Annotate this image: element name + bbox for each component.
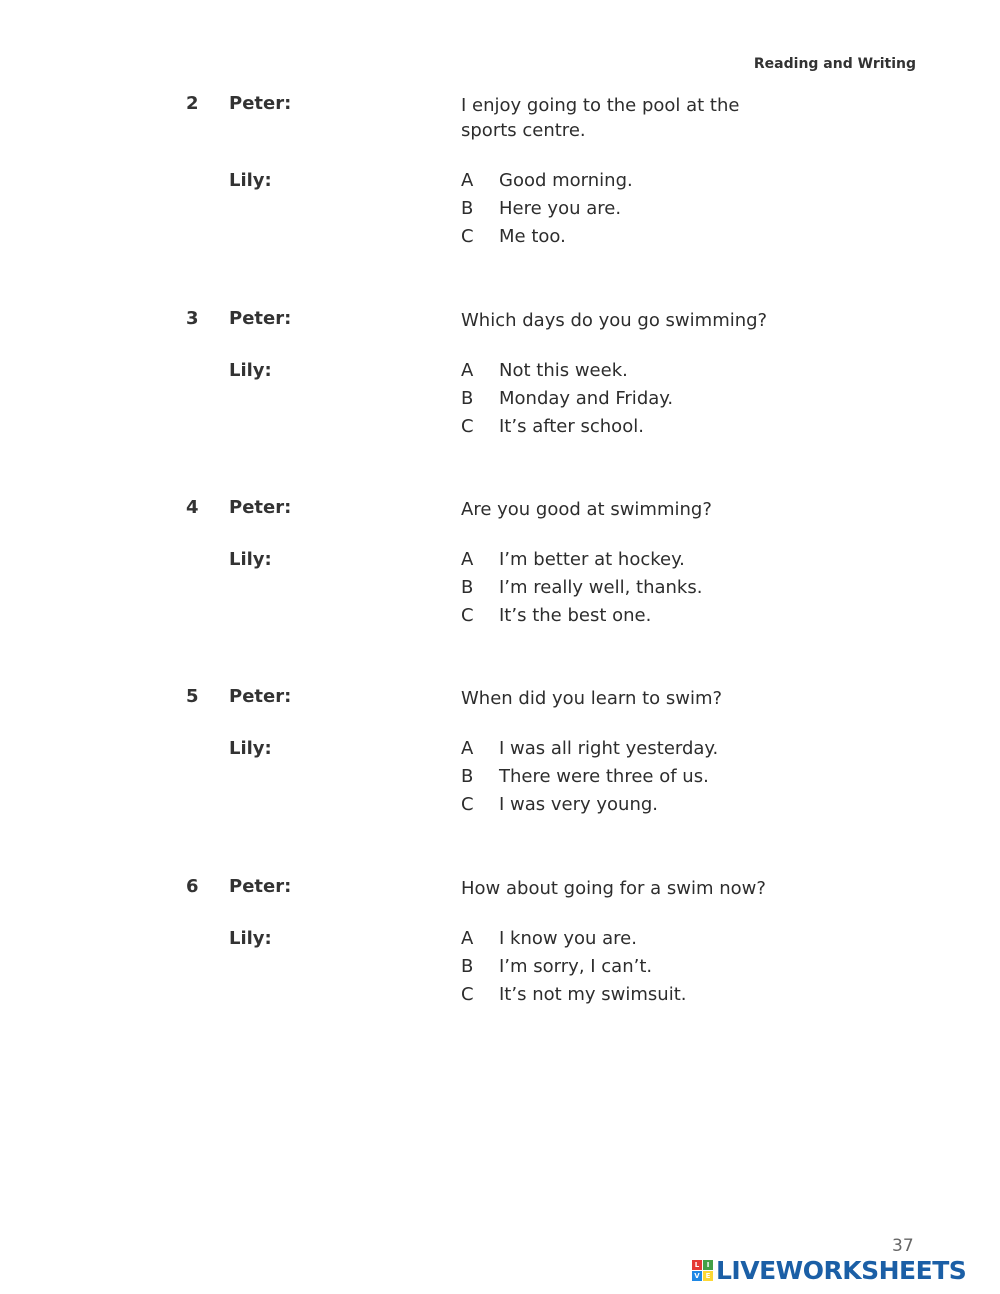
answer-options: [461, 925, 687, 1009]
option-letter: C: [461, 794, 474, 815]
option-letter: A: [461, 360, 474, 381]
logo-letter: V: [692, 1271, 702, 1281]
option-text: I know you are.: [499, 928, 637, 949]
speaker-peter: Peter:: [229, 876, 292, 897]
answer-option[interactable]: [461, 981, 687, 1009]
peter-prompt: Are you good at swimming?: [461, 499, 712, 520]
question-number: 6: [186, 876, 199, 897]
liveworksheets-brand[interactable]: [692, 1255, 966, 1285]
answer-options: [461, 546, 702, 630]
logo-letter: E: [703, 1271, 713, 1281]
answer-option[interactable]: [461, 574, 702, 602]
answer-options: [461, 357, 673, 441]
question-number: 2: [186, 93, 199, 114]
question-number: 4: [186, 497, 199, 518]
answer-options: [461, 735, 718, 819]
question-number: 5: [186, 686, 199, 707]
question-number: 3: [186, 308, 199, 329]
option-text: Not this week.: [499, 360, 628, 381]
answer-option[interactable]: [461, 223, 633, 251]
answer-option[interactable]: [461, 925, 687, 953]
option-text: Me too.: [499, 226, 566, 247]
option-letter: A: [461, 549, 474, 570]
peter-prompt: When did you learn to swim?: [461, 688, 723, 709]
question-block: [0, 497, 1000, 667]
option-letter: B: [461, 766, 474, 787]
answer-option[interactable]: [461, 791, 718, 819]
option-text: I’m better at hockey.: [499, 549, 685, 570]
option-letter: B: [461, 956, 474, 977]
answer-option[interactable]: [461, 167, 633, 195]
brand-name: LIVEWORKSHEETS: [716, 1255, 967, 1285]
option-letter: A: [461, 170, 474, 191]
option-letter: C: [461, 605, 474, 626]
option-text: It’s after school.: [499, 416, 644, 437]
question-block: [0, 93, 1000, 263]
option-text: I’m sorry, I can’t.: [499, 956, 653, 977]
speaker-peter: Peter:: [229, 93, 292, 114]
speaker-lily: Lily:: [229, 549, 272, 570]
peter-prompt: Which days do you go swimming?: [461, 310, 768, 331]
question-block: [0, 686, 1000, 856]
page-number: 37: [892, 1236, 914, 1256]
question-block: [0, 876, 1000, 1046]
option-letter: A: [461, 928, 474, 949]
answer-option[interactable]: [461, 195, 633, 223]
answer-option[interactable]: [461, 357, 673, 385]
speaker-peter: Peter:: [229, 308, 292, 329]
answer-option[interactable]: [461, 413, 673, 441]
logo-letter: I: [703, 1260, 713, 1270]
speaker-lily: Lily:: [229, 170, 272, 191]
answer-option[interactable]: [461, 602, 702, 630]
answer-option[interactable]: [461, 735, 718, 763]
answer-option[interactable]: [461, 546, 702, 574]
peter-prompt: How about going for a swim now?: [461, 878, 766, 899]
option-text: It’s not my swimsuit.: [499, 984, 687, 1005]
question-block: [0, 308, 1000, 478]
option-letter: C: [461, 984, 474, 1005]
answer-options: [461, 167, 633, 251]
option-text: Monday and Friday.: [499, 388, 674, 409]
speaker-lily: Lily:: [229, 928, 272, 949]
speaker-lily: Lily:: [229, 738, 272, 759]
answer-option[interactable]: [461, 763, 718, 791]
peter-prompt: I enjoy going to the pool at the sports centre.: [461, 95, 740, 141]
liveworksheets-logo-icon: [692, 1260, 713, 1281]
speaker-peter: Peter:: [229, 497, 292, 518]
option-letter: A: [461, 738, 474, 759]
option-text: I was all right yesterday.: [499, 738, 719, 759]
option-text: Good morning.: [499, 170, 633, 191]
logo-letter: L: [692, 1260, 702, 1270]
option-letter: B: [461, 198, 474, 219]
answer-option[interactable]: [461, 953, 687, 981]
option-text: Here you are.: [499, 198, 622, 219]
option-text: I was very young.: [499, 794, 659, 815]
option-letter: C: [461, 416, 474, 437]
option-letter: B: [461, 388, 474, 409]
option-letter: C: [461, 226, 474, 247]
speaker-lily: Lily:: [229, 360, 272, 381]
option-text: I’m really well, thanks.: [499, 577, 703, 598]
option-letter: B: [461, 577, 474, 598]
option-text: There were three of us.: [499, 766, 709, 787]
speaker-peter: Peter:: [229, 686, 292, 707]
option-text: It’s the best one.: [499, 605, 652, 626]
section-header: Reading and Writing: [753, 56, 916, 72]
answer-option[interactable]: [461, 385, 673, 413]
